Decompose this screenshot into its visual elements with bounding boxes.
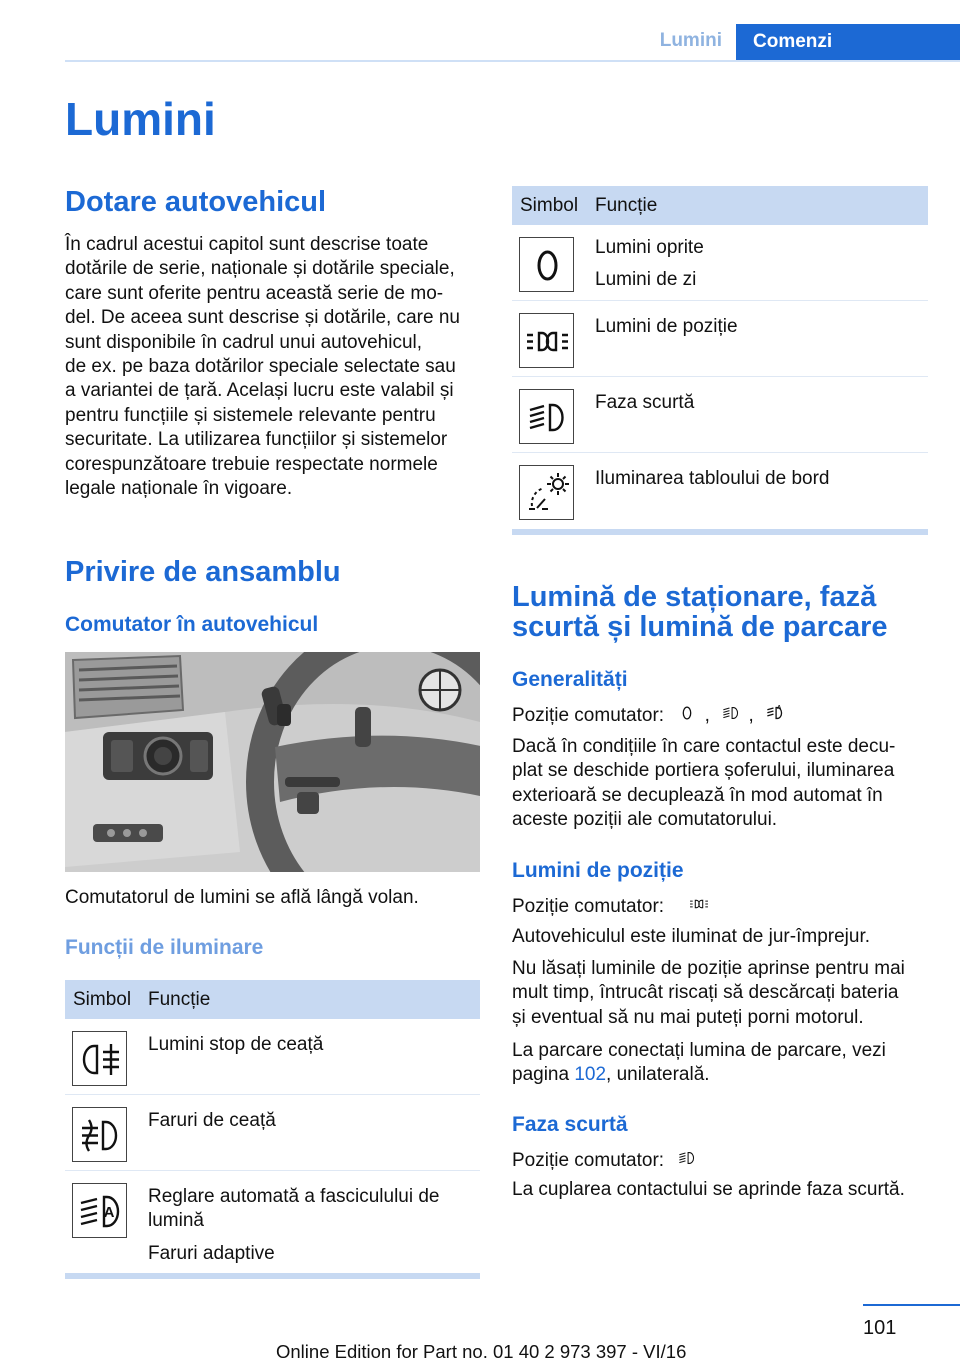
position-lights-heading: Lumini de poziție — [512, 859, 684, 882]
general-text: Dacă în condițiile în care contactul este decu- plat se deschide portiera șoferului, iluminarea exterioară se decuplează în mod automat în aceste poziții ale comutatorului. — [512, 736, 896, 831]
function-text: Lumini de poziție — [595, 316, 738, 337]
equipment-text: În cadrul acestui capitol sunt descrise toate dotările de serie, naționale și dotările speciale, care sunt oferite pentru această serie de mo- del. De aceea sunt descrise și dotările, care nu sunt disponibile în cadrul unui autovehicul, de ex. pe baza dotărilor speciale selectate sau a variantei de țară. Același lucru este valabil și pentru funcțiile și sistemele relevante pentru securitate. La utilizarea funcțiilor și sistemelor corespunzătoare trebuie respectate normele legale naționale în vigoare. — [65, 234, 460, 500]
general-heading: Generalități — [512, 668, 628, 691]
function-text: Faruri de ceață — [148, 1110, 276, 1131]
function-text: Lumini oprite Lumini de zi — [595, 237, 704, 291]
position-text-3: La parcare conectați lumina de parcare, vezi pagina 102, unilaterală. — [512, 1040, 886, 1086]
low-beam-text: La cuplarea contactului se aprinde faza scurtă. — [512, 1179, 905, 1200]
table-end-bar — [65, 1273, 480, 1279]
footer-edition: Online Edition for Part no. 01 40 2 973 397 - VI/16 — [276, 1341, 687, 1362]
position-switch-position: Poziție comutator: — [512, 892, 723, 923]
table-row — [512, 225, 928, 301]
table-row — [512, 301, 928, 377]
table-header — [512, 186, 928, 225]
function-text: Iluminarea tabloului de bord — [595, 468, 830, 489]
page-number: 101 — [863, 1317, 897, 1339]
table-row — [512, 453, 928, 529]
position-text-1: Autovehiculul este iluminat de jur-împrejur. — [512, 926, 871, 947]
table-row — [65, 1171, 480, 1273]
photo-caption: Comutatorul de lumini se află lângă volan. — [65, 887, 419, 908]
footer-divider — [863, 1304, 960, 1306]
zero-position-icon — [519, 237, 574, 292]
lighting-functions-table — [65, 980, 480, 1279]
light-switch-photo — [65, 652, 480, 872]
low-beam-heading: Faza scurtă — [512, 1113, 628, 1136]
function-text: Lumini stop de ceață — [148, 1034, 324, 1055]
auto-low-beam-icon — [763, 701, 787, 732]
col-header-function: Funcție — [595, 195, 658, 216]
table-row — [512, 377, 928, 453]
dashboard-illumination-icon — [519, 465, 574, 520]
page-header — [0, 0, 960, 62]
section-title: Lumină de staționare, fază scurtă și lumină de parcare — [512, 581, 888, 643]
col-header-symbol: Simbol — [520, 195, 579, 216]
general-switch-position: Poziție comutator: , , — [512, 701, 787, 732]
header-section-label: Lumini — [659, 30, 722, 51]
parking-lights-icon — [519, 313, 574, 368]
header-chapter-tab: Comenzi — [736, 24, 960, 62]
table-header — [65, 980, 480, 1019]
equipment-heading: Dotare autovehicul — [65, 186, 327, 218]
col-header-symbol: Simbol — [73, 989, 132, 1010]
table-end-bar — [512, 529, 928, 535]
function-text: Faza scurtă — [595, 392, 695, 413]
function-text: Reglare automată a fasciculului de lumină Faruri adaptive — [148, 1186, 440, 1264]
rear-fog-light-icon — [72, 1031, 127, 1086]
parking-lights-icon — [675, 892, 723, 923]
page-title: Lumini — [65, 93, 216, 145]
switch-positions-table — [512, 186, 928, 535]
col-header-function: Funcție — [148, 989, 211, 1010]
page-reference-link[interactable]: 102 — [574, 1064, 607, 1086]
low-beam-switch-position: Poziție comutator: — [512, 1146, 699, 1177]
zero-position-icon — [675, 701, 699, 732]
table-row — [65, 1019, 480, 1095]
table-row — [65, 1095, 480, 1171]
functions-heading: Funcții de iluminare — [65, 936, 264, 959]
position-text-2: Nu lăsați luminile de poziție aprinse pentru mai mult timp, întrucât riscați să descărcați bateria și eventual să nu mai puteți porni motorul. — [512, 958, 905, 1028]
switch-heading: Comutator în autovehicul — [65, 613, 319, 636]
header-divider — [65, 60, 960, 62]
low-beam-icon — [519, 389, 574, 444]
overview-heading: Privire de ansamblu — [65, 556, 341, 588]
front-fog-light-icon — [72, 1107, 127, 1162]
low-beam-icon — [719, 701, 743, 732]
auto-headlight-icon — [72, 1183, 127, 1238]
low-beam-icon — [675, 1146, 699, 1177]
